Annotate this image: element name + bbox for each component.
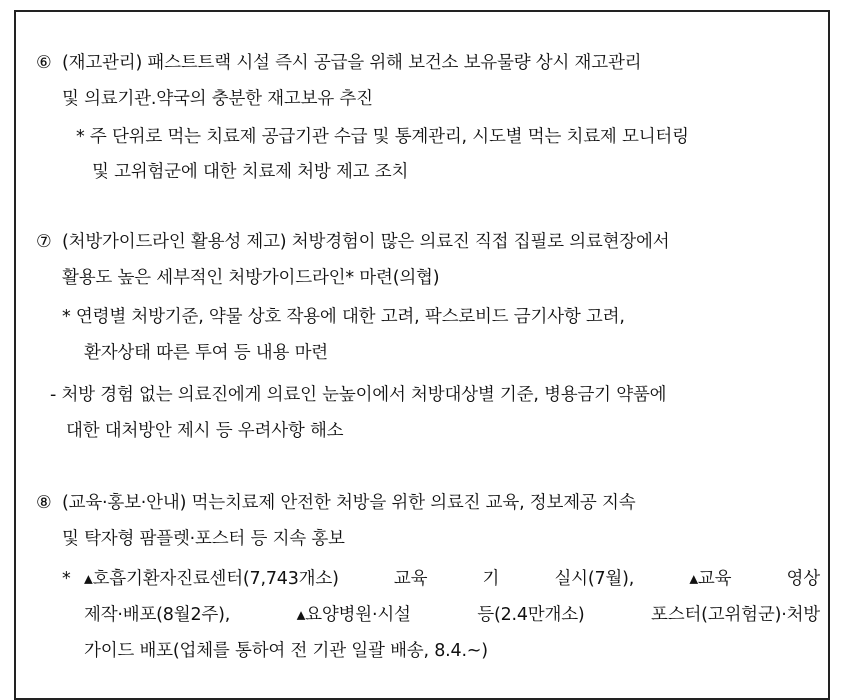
section6-line2: 및 의료기관.약국의 충분한 재고보유 추진 [62,89,373,109]
section8-line2: 및 탁자형 팜플렛·포스터 등 지속 홍보 [62,529,345,549]
section6-note-line1: * 주 단위로 먹는 치료제 공급기관 수급 및 통계관리, 시도별 먹는 치료제 모니터링 [76,127,689,147]
note-word: ▴교육 [689,569,732,589]
note-word: 등(2.4만개소) [477,605,585,625]
section7-dash-line2: 대한 대처방안 제시 등 우려사항 해소 [66,421,344,441]
note-word: 영상 [786,569,820,589]
section8-line1: (교육·홍보·안내) 먹는치료제 안전한 처방을 위한 의료진 교육, 정보제공 지속 [62,493,636,513]
section7-dash-line1: - 처방 경험 없는 의료진에게 의료인 눈높이에서 처방대상별 기준, 병용금기 약품에 [50,385,667,405]
section6-marker: ⑥ [36,53,52,73]
section8-note-line1 [84,566,820,592]
section8-note-line2 [84,602,820,628]
section7-marker: ⑦ [36,232,52,252]
section7-line2: 활용도 높은 세부적인 처방가이드라인* 마련(의협) [62,268,440,288]
note-word: 실시(7월), [554,569,635,589]
note-word: 교육 [393,569,428,589]
section6-note-line2: 및 고위험군에 대한 치료제 처방 제고 조치 [92,162,409,182]
note-word: 기 [482,569,500,589]
section7-line1: (처방가이드라인 활용성 제고) 처방경험이 많은 의료진 직접 집필로 의료현장에서 [62,232,670,252]
section7-note-line2: 환자상태 따른 투여 등 내용 마련 [84,343,328,363]
section7-note-line1: * 연령별 처방기준, 약물 상호 작용에 대한 고려, 팍스로비드 금기사항 고려, [62,307,625,327]
note-word: ▴요양병원·시설 [296,605,411,625]
section8-note-line3: 가이드 배포(업체를 통하여 전 기관 일괄 배송, 8.4.~) [84,641,488,661]
note-word: 포스터(고위험군)·처방 [651,605,820,625]
section6-line1: (재고관리) 패스트트랙 시설 즉시 공급을 위해 보건소 보유물량 상시 재고관리 [62,53,642,73]
note-word: 제작·배포(8월2주), [84,605,231,625]
note-word: ▴호흡기환자진료센터(7,743개소) [84,569,339,589]
section8-note-star: * [62,569,71,589]
section8-marker: ⑧ [36,493,52,513]
